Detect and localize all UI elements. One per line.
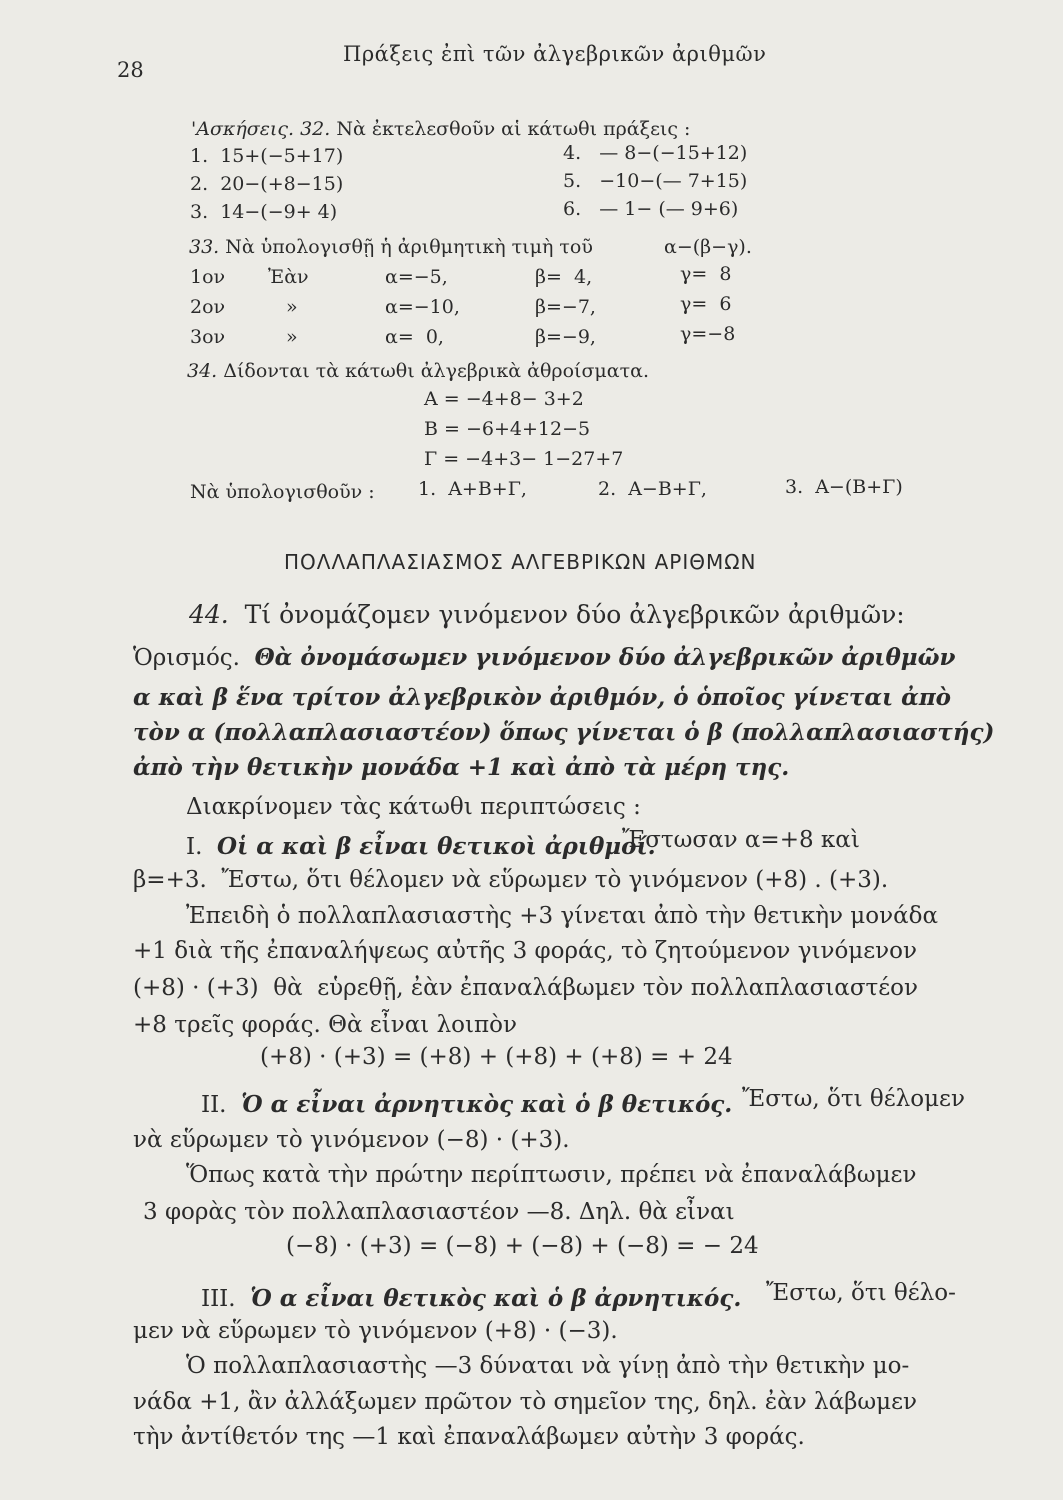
exercise-33-row-1-a: α=−5, [385,266,448,288]
case-3-line-2: μεν νὰ εὕρωμεν τὸ γινόμενον (+8) · (−3). [133,1318,618,1344]
question-44-text: Τί ὀνομάζομεν γινόμενον δύο ἀλγεβρικῶν ἀριθμῶν: [244,600,905,629]
case-1-line-5: (+8) · (+3) θὰ εὑρεθῇ, ἐὰν ἐπαναλάβωμεν τὸν πολλαπλασιαστέον [133,975,918,1001]
sum-b: Β = −6+4+12−5 [424,418,591,440]
case-2-heading [201,1091,732,1118]
exercise-33-row-3-word: » [286,326,298,348]
exercise-33-heading [189,236,593,258]
case-2-line-4: 3 φορὰς τὸν πολλαπλασιαστέον —8. Δηλ. θὰ εἶναι [143,1199,735,1225]
compute-label: Νὰ ὑπολογισθοῦν : [190,481,375,503]
definition-text-1: Θὰ ὀνομάσωμεν γινόμενον δύο ἀλγεβρικῶν ἀριθμῶν [254,644,956,671]
case-2-title: Ὁ α εἶναι ἀρνητικὸς καὶ ὁ β θετικός. [241,1091,733,1118]
exercise-33-row-2-b: β=−7, [535,296,596,318]
exercise-33-row-2-c: γ= 6 [680,293,732,315]
distinguish-text: Διακρίνομεν τὰς κάτωθι περιπτώσεις : [186,794,641,820]
definition-line-3: τὸν α (πολλαπλασιαστέον) ὅπως γίνεται ὁ β (πολλαπλασιαστής) [133,719,995,746]
definition-line-4: ἀπὸ τὴν θετικὴν μονάδα +1 καὶ ἀπὸ τὰ μέρη της. [133,754,790,781]
exercise-33-row-1-ord: 1ον [190,266,226,288]
definition-line-1 [133,644,955,671]
exercise-32-item-6: 6. — 1− (— 9+6) [563,198,739,220]
exercise-33-row-2-ord: 2ον [190,296,226,318]
exercise-33-row-3-a: α= 0, [385,326,444,348]
case-3-line-4: νάδα +1, ἂν ἀλλάξωμεν πρῶτον τὸ σημεῖον της, δηλ. ἐὰν λάβωμεν [133,1389,917,1415]
exercise-33-row-1-word: Ἐὰν [268,266,309,288]
exercise-32-item-4: 4. — 8−(−15+12) [563,142,748,164]
exercise-33-row-1-b: β= 4, [535,266,593,288]
case-2-line-1: Ἔστω, ὅτι θέλομεν [742,1086,965,1112]
exercise-33-text: Νὰ ὑπολογισθῇ ἡ ἀριθμητικὴ τιμὴ τοῦ [225,236,593,258]
definition-line-2: α καὶ β ἕνα τρίτον ἀλγεβρικὸν ἀριθμόν, ὁ ὁποῖος γίνεται ἀπὸ [133,684,952,711]
exercise-33-row-3-ord: 3ον [190,326,226,348]
case-3-line-1: Ἔστω, ὅτι θέλο- [766,1280,956,1306]
question-44-number: 44. [189,600,229,629]
case-2-equation: (−8) · (+3) = (−8) + (−8) + (−8) = − 24 [286,1233,759,1259]
case-2-line-2: νὰ εὕρωμεν τὸ γινόμενον (−8) · (+3). [133,1127,570,1153]
case-3-heading [201,1285,741,1312]
exercise-33-row-2-word: » [286,296,298,318]
case-1-line-2: β=+3. Ἔστω, ὅτι θέλομεν νὰ εὕρωμεν τὸ γινόμενον (+8) . (+3). [133,867,889,893]
question-44 [189,600,905,629]
case-1-equation: (+8) · (+3) = (+8) + (+8) + (+8) = + 24 [260,1044,733,1070]
exercise-33-row-3-c: γ=−8 [680,323,736,345]
case-3-line-5: τὴν ἀντίθετόν της —1 καὶ ἐπαναλάβωμεν αὐτὴν 3 φοράς. [133,1424,805,1450]
case-3-title: Ὁ α εἶναι θετικὸς καὶ ὁ β ἀρνητικός. [250,1285,742,1312]
exercise-32-heading [191,118,690,140]
sum-g: Γ = −4+3− 1−27+7 [424,448,624,470]
case-2-line-3: Ὅπως κατὰ τὴν πρώτην περίπτωσιν, πρέπει νὰ ἐπαναλάβωμεν [186,1162,917,1188]
exercise-34-text: Δίδονται τὰ κάτωθι ἀλγεβρικὰ ἀθροίσματα. [223,360,649,382]
exercise-33-row-3-b: β=−9, [535,326,596,348]
case-1-heading [186,833,656,860]
running-title: Πράξεις ἐπὶ τῶν ἀλγεβρικῶν ἀριθμῶν [343,42,767,66]
sum-a: Α = −4+8− 3+2 [424,388,584,410]
exercise-32-item-3: 3. 14−(−9+ 4) [190,201,338,223]
exercise-32-text: Νὰ ἐκτελεσθοῦν αἱ κάτωθι πράξεις : [336,118,691,140]
case-1-line-4: +1 διὰ τῆς ἐπαναλήψεως αὐτῆς 3 φοράς, τὸ ζητούμενον γινόμενον [133,938,917,964]
exercise-32-item-2: 2. 20−(+8−15) [190,173,344,195]
compute-item-1: 1. Α+Β+Γ, [418,478,527,500]
compute-item-3: 3. Α−(Β+Γ) [785,476,903,498]
section-heading: ΠΟΛΛΑΠΛΑΣΙΑΣΜΟΣ ΑΛΓΕΒΡΙΚΩΝ ΑΡΙΘΜΩΝ [284,550,757,574]
case-3-line-3: Ὁ πολλαπλασιαστὴς —3 δύναται νὰ γίνῃ ἀπὸ τὴν θετικὴν μο- [186,1353,910,1379]
exercise-33-label: 33. [189,236,220,258]
page-number: 28 [117,58,144,82]
case-1-number: Ι. [186,834,203,860]
case-1-line-1: Ἔστωσαν α=+8 καὶ [622,827,860,853]
exercise-32-label: 'Ασκήσεις. 32. [191,118,331,140]
exercise-33-row-1-c: γ= 8 [680,263,732,285]
exercise-32-item-1: 1. 15+(−5+17) [190,145,344,167]
exercise-33-row-2-a: α=−10, [385,296,460,318]
case-1-line-3: Ἐπειδὴ ὁ πολλαπλασιαστὴς +3 γίνεται ἀπὸ τὴν θετικὴν μονάδα [186,903,938,929]
compute-item-2: 2. Α−Β+Γ, [598,478,707,500]
case-1-line-6: +8 τρεῖς φοράς. Θὰ εἶναι λοιπὸν [133,1012,517,1038]
case-3-number: ΙΙΙ. [201,1286,236,1312]
case-2-number: ΙΙ. [201,1092,227,1118]
exercise-34-heading [187,360,649,382]
definition-label: Ὁρισμός. [133,645,240,671]
exercise-34-label: 34. [187,360,218,382]
case-1-title: Οἱ α καὶ β εἶναι θετικοὶ ἀριθμοί. [217,833,656,860]
exercise-32-item-5: 5. −10−(— 7+15) [563,170,748,192]
exercise-33-expression: α−(β−γ). [664,236,752,258]
